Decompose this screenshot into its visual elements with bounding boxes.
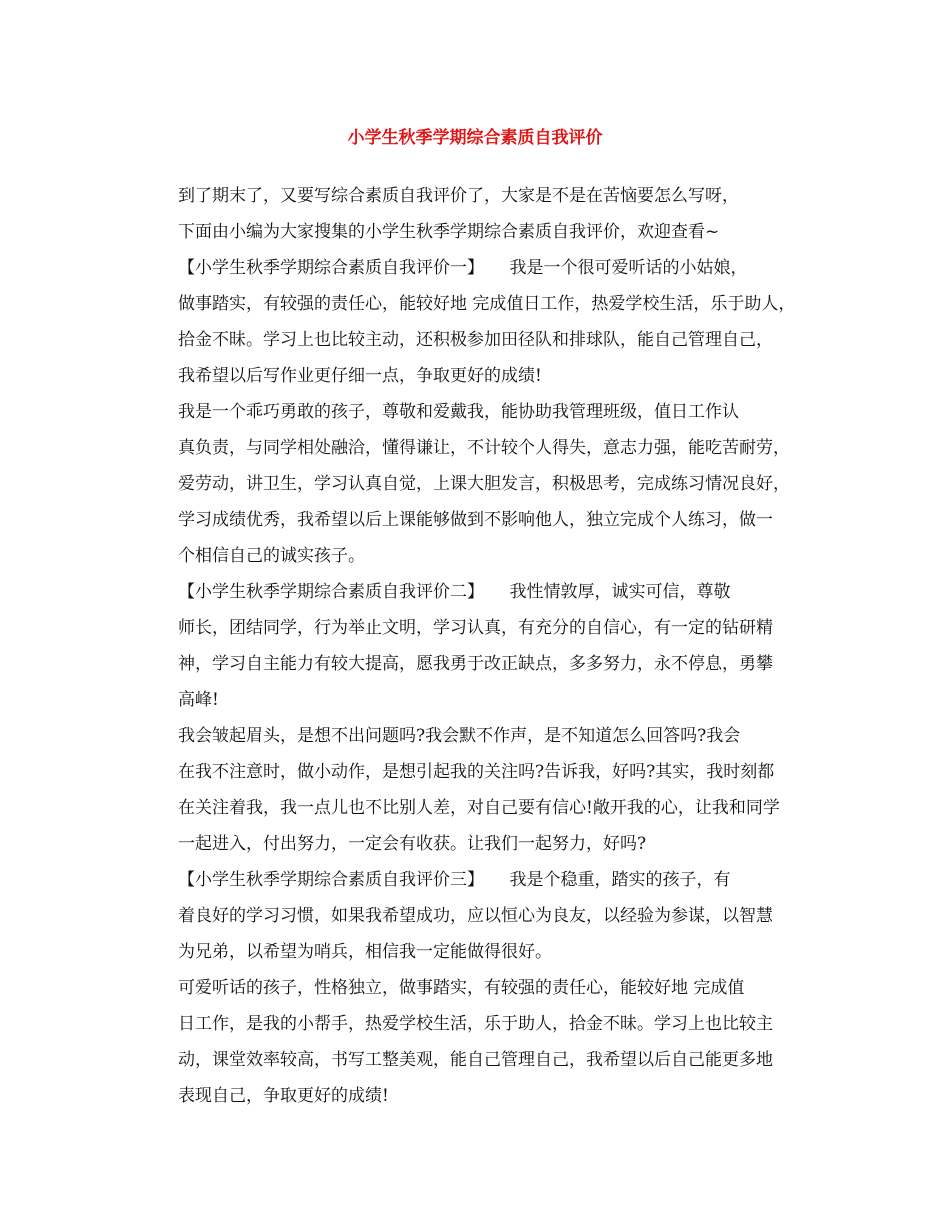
- paragraph-line: 我是一个乖巧勇敢的孩子，尊敬和爱戴我，能协助我管理班级，值日工作认: [178, 402, 739, 422]
- document-title: 小学生秋季学期综合素质自我评价: [347, 128, 603, 148]
- paragraph-line: 表现自己，争取更好的成绩!: [178, 1086, 389, 1106]
- paragraph-evaluation-one: [142, 250, 822, 394]
- paragraph-line: 到了期末了，又要写综合素质自我评价了，大家是不是在苦恼要怎么写呀，: [178, 186, 739, 206]
- paragraph-line: 在关注着我，我一点儿也不比别人差，对自己要有信心!敞开我的心，让我和同学: [178, 798, 780, 818]
- paragraph-line: 爱劳动，讲卫生，学习认真自觉，上课大胆发言，积极思考，完成练习情况良好，: [178, 474, 790, 494]
- paragraph-frown: [142, 718, 822, 862]
- document-body: [142, 178, 822, 1114]
- paragraph-line: 学习成绩优秀，我希望以后上课能够做到不影响他人，独立完成个人练习，做一: [178, 510, 773, 530]
- paragraph-line: 动，课堂效率较高，书写工整美观，能自己管理自己，我希望以后自己能更多地: [178, 1050, 773, 1070]
- paragraph-line: 【小学生秋季学期综合素质自我评价一】 我是一个很可爱听话的小姑娘，: [178, 258, 748, 278]
- paragraph-line: 日工作，是我的小帮手，热爱学校生活，乐于助人，拾金不昧。学习上也比较主: [178, 1014, 773, 1034]
- paragraph-obedient-child: [142, 970, 822, 1114]
- paragraph-line: 拾金不昧。学习上也比较主动，还积极参加田径队和排球队，能自己管理自己，: [178, 330, 773, 350]
- paragraph-line: 在我不注意时，做小动作，是想引起我的关注吗?告诉我，好吗?其实，我时刻都: [178, 762, 775, 782]
- paragraph-evaluation-two: [142, 574, 822, 718]
- paragraph-line: 我希望以后写作业更仔细一点，争取更好的成绩!: [178, 366, 542, 386]
- paragraph-line: 【小学生秋季学期综合素质自我评价三】 我是个稳重，踏实的孩子，有: [178, 870, 731, 890]
- paragraph-line: 我会皱起眉头，是想不出问题吗?我会默不作声，是不知道怎么回答吗?我会: [178, 726, 741, 746]
- paragraph-line: 着良好的学习习惯，如果我希望成功，应以恒心为良友，以经验为参谋，以智慧: [178, 906, 773, 926]
- paragraph-line: 个相信自己的诚实孩子。: [178, 546, 365, 566]
- paragraph-line: 高峰!: [178, 690, 219, 710]
- paragraph-line: 做事踏实，有较强的责任心，能较好地 完成值日工作，热爱学校生活，乐于助人，: [178, 294, 796, 314]
- paragraph-line: 一起进入，付出努力，一定会有收获。让我们一起努力，好吗?: [178, 834, 647, 854]
- paragraph-line: 神，学习自主能力有较大提高，愿我勇于改正缺点，多多努力，永不停息，勇攀: [178, 654, 773, 674]
- paragraph-brave-child: [142, 394, 822, 574]
- paragraph-intro: [142, 178, 822, 250]
- paragraph-line: 真负责，与同学相处融洽，懂得谦让，不计较个人得失，意志力强，能吃苦耐劳，: [178, 438, 790, 458]
- paragraph-line: 【小学生秋季学期综合素质自我评价二】 我性情敦厚，诚实可信，尊敬: [178, 582, 731, 602]
- paragraph-line: 为兄弟，以希望为哨兵，相信我一定能做得很好。: [178, 942, 552, 962]
- paragraph-line: 可爱听话的孩子，性格独立，做事踏实，有较强的责任心，能较好地 完成值: [178, 978, 745, 998]
- paragraph-evaluation-three: [142, 862, 822, 970]
- paragraph-line: 下面由小编为大家搜集的小学生秋季学期综合素质自我评价，欢迎查看~: [178, 222, 720, 242]
- paragraph-line: 师长，团结同学，行为举止文明，学习认真，有充分的自信心，有一定的钻研精: [178, 618, 773, 638]
